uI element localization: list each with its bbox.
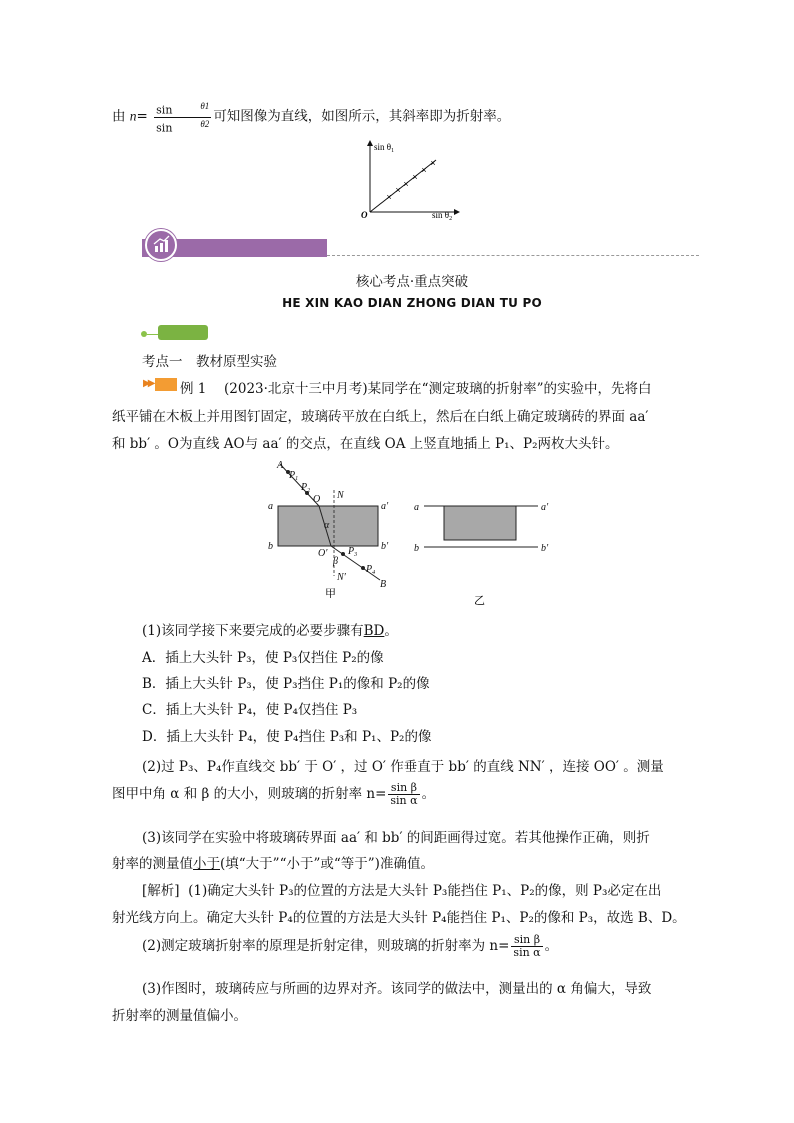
analysis-den: sin α xyxy=(513,946,541,959)
option-d: D．插上大头针 P₄，使 P₄挡住 P₃和 P₁、P₂的像 xyxy=(142,729,432,745)
caption-jia: 甲 xyxy=(325,587,336,598)
label-beta: β xyxy=(333,556,338,567)
label-b: b xyxy=(414,543,419,554)
label-a: a xyxy=(414,502,419,513)
n-symbol: n xyxy=(129,108,137,124)
marker: × xyxy=(430,158,436,168)
analysis-p3b: 折射率的测量值偏小。 xyxy=(112,1008,247,1024)
theta1: θ1 xyxy=(200,101,210,111)
example-line-2: 纸平铺在木板上并用图钉固定，玻璃砖平放在白纸上，然后在白纸上确定玻璃砖的界面 aa′ xyxy=(112,409,649,425)
analysis-p2 xyxy=(142,934,558,959)
option-c: C．插上大头针 P₄，使 P₄仅挡住 P₃ xyxy=(142,702,358,718)
option-a: A．插上大头针 P₃，使 P₃仅挡住 P₂的像 xyxy=(142,650,384,666)
topic-title: 考点一 教材原型实验 xyxy=(142,354,277,370)
section-title: 核心考点·重点突破 xyxy=(355,274,469,290)
q3-prefix: 射率的测量值 xyxy=(112,856,193,872)
marker: × xyxy=(403,179,409,189)
q2-line-2 xyxy=(112,782,435,807)
q3-line-2 xyxy=(112,852,434,872)
example-badge xyxy=(155,378,177,391)
example-line-1: (2023·北京十三中月考)某同学在“测定玻璃的折射率”的实验中，先将白 xyxy=(224,381,652,397)
double-arrow-icon: ▶▶ xyxy=(143,378,153,389)
q3-answer: 小于 xyxy=(193,856,220,872)
theta2: θ2 xyxy=(200,118,210,129)
analysis-p1a: (1)确定大头针 P₃的位置的方法是大头针 P₃能挡住 P₁、P₂的像，则 P₃必定在出 xyxy=(188,883,662,899)
example-label: 例 1 xyxy=(180,381,207,397)
q1-end: 。 xyxy=(384,623,398,639)
chart-icon-glyph xyxy=(147,231,175,259)
figure-jia xyxy=(262,458,402,598)
marker: × xyxy=(386,192,392,202)
analysis-fraction xyxy=(511,934,542,959)
intro-prefix: 由 xyxy=(112,108,126,125)
analysis-p2-end: 。 xyxy=(544,938,559,954)
q3-line-1: (3)该同学在实验中将玻璃砖界面 aa′ 和 bb′ 的间距画得过宽。若其他操作正确，则折 xyxy=(142,830,650,846)
frac-numerator xyxy=(154,100,211,118)
option-b: B．插上大头针 P₃，使 P₃挡住 P₁的像和 P₂的像 xyxy=(142,676,430,692)
label-a-prime: a′ xyxy=(381,501,389,512)
marker: × xyxy=(395,185,401,195)
y-label: $\sin \theta_1$ xyxy=(374,142,395,154)
marker: × xyxy=(412,172,418,182)
q2-den: sin α xyxy=(390,794,418,807)
label-N: N xyxy=(337,490,344,501)
intro-line xyxy=(112,100,510,134)
label-a-prime: a′ xyxy=(541,502,549,513)
intro-suffix: 可知图像为直线，如图所示，其斜率即为折射率。 xyxy=(213,108,511,125)
chart-icon xyxy=(145,229,177,261)
label-A: A xyxy=(277,460,284,471)
num-sin: sin xyxy=(156,103,173,117)
marker: × xyxy=(421,165,427,175)
den-sin: sin xyxy=(156,121,173,135)
section-pinyin: HE XIN KAO DIAN ZHONG DIAN TU PO xyxy=(282,296,542,310)
y-arrow xyxy=(367,140,373,146)
caption-yi: 乙 xyxy=(474,594,485,606)
intro-fraction xyxy=(154,100,211,134)
q3-suffix: (填“大于”“小于”或“等于”)准确值。 xyxy=(220,856,434,872)
glass-block-yi xyxy=(444,506,516,540)
label-O-prime: O′ xyxy=(318,548,328,559)
q2-end: 。 xyxy=(421,786,436,802)
label-b-prime: b′ xyxy=(541,543,549,554)
x-label: $\sin \theta_2$ xyxy=(432,210,453,220)
frac-denominator xyxy=(154,118,211,135)
analysis-p1 xyxy=(142,879,661,899)
label-b-prime: b′ xyxy=(381,541,389,552)
label-O: O xyxy=(313,494,321,505)
label-alpha: α xyxy=(324,520,330,531)
analysis-p3a: (3)作图时，玻璃砖应与所画的边界对齐。该同学的做法中，测量出的 α 角偏大，导致 xyxy=(142,981,652,997)
origin-label: O xyxy=(361,210,368,220)
label-a: a xyxy=(268,501,273,512)
pin-p4 xyxy=(361,566,365,570)
pin-p3 xyxy=(341,552,345,556)
sin-graph xyxy=(360,138,470,220)
q1-stem xyxy=(142,619,398,639)
analysis-p1b: 射光线方向上。确定大头针 P₄的位置的方法是大头针 P₄能挡住 P₁、P₂的像和 P₃，故选 B、D。 xyxy=(112,910,686,926)
q2-line-1: (2)过 P₃、P₄作直线交 bb′ 于 O′ ，过 O′ 作垂直于 bb′ 的直线 NN′ ，连接 OO′ 。测量 xyxy=(142,759,664,775)
eq-sign: = xyxy=(136,108,148,125)
x-arrow xyxy=(454,209,460,215)
analysis-num: sin β xyxy=(511,934,542,947)
label-B: B xyxy=(380,579,387,590)
q2-prefix: 图甲中角 α 和 β 的大小，则玻璃的折射率 n= xyxy=(112,786,387,802)
q2-fraction xyxy=(388,782,419,807)
example-line-3: 和 bb′ 。O为直线 AO与 aa′ 的交点，在直线 OA 上竖直地插上 P₁、P₂两枚大头针。 xyxy=(112,436,619,452)
q1-stem-text: (1)该同学接下来要完成的必要步骤有 xyxy=(142,623,364,639)
q1-answer: BD xyxy=(363,623,385,639)
label-P3: $P_3$ xyxy=(348,546,358,558)
label-P2: $P_2$ xyxy=(301,482,311,494)
analysis-label: [解析] xyxy=(142,883,180,899)
q2-num: sin β xyxy=(388,782,419,795)
label-b: b xyxy=(268,541,273,552)
figure-yi xyxy=(410,494,560,606)
section-divider xyxy=(327,255,699,256)
topic-tag xyxy=(158,325,208,340)
label-P4: $P_4$ xyxy=(366,564,376,576)
analysis-p2-prefix: (2)测定玻璃折射率的原理是折射定律，则玻璃的折射率为 n= xyxy=(142,938,510,954)
label-N-prime: N′ xyxy=(337,572,346,583)
label-P1: $P_1$ xyxy=(289,470,299,482)
